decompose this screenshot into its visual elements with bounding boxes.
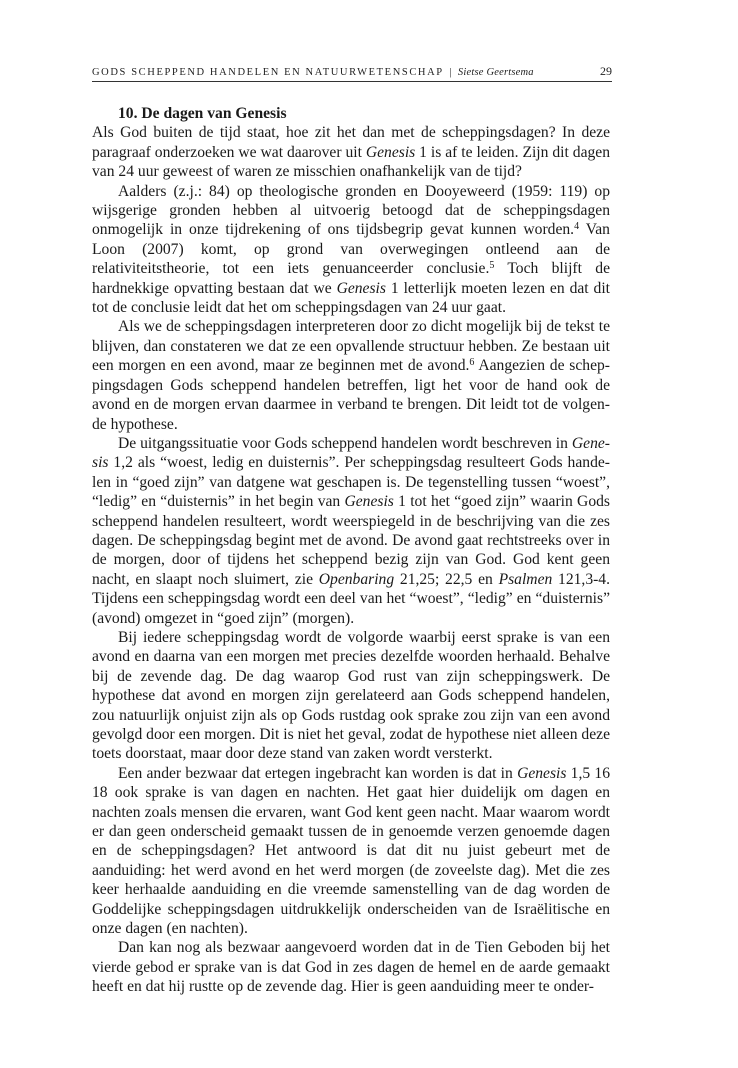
page-number: 29 <box>600 64 612 78</box>
italic-text: Genesis <box>336 279 386 297</box>
text-run: Van Loon (2007) komt, op grond van overwegingen ontleend aan de relativiteitstheorie, tot een iets genuanceerder conclusie. <box>92 221 610 278</box>
text-run: 1 tot het “goed zijn” waarin Gods scheppend handelen resulteert, wordt weerspiegeld in de beschrijving van die zes dagen. De scheppingsdag begint met de avond. De avond gaat rechtstreeks over in de morgen, door of tijdens het scheppend bezig zijn van God. God kent geen nacht, en slaapt noch sluimert, zie <box>92 493 610 588</box>
italic-text: Openbaring <box>318 570 395 588</box>
text-run: 1,2 als “woest, ledig en duisternis”. Per scheppingsdag resulteert Gods handelen in “goed zijn” van datgene wat geschapen is. De tegenstelling tussen “woest”, “ledig” en “duisternis” in het begin van <box>92 454 610 511</box>
paragraphs <box>92 123 610 996</box>
text-run: Bij iedere scheppingsdag wordt de volgorde waarbij eerst sprake is van een avond en daarna van een morgen met precies dezelfde woorden herhaald. Behalve bij de zevende dag. De dag waarop God rust van zijn scheppingswerk. De hypothese dat avond en morgen zijn gerelateerd aan Gods scheppend handelen, zou natuurlijk onjuist zijn als op Gods rustdag ook sprake zou zijn van een avond gevolgd door een morgen. Dit is niet het geval, zodat de hypothese niet alleen deze toets doorstaat, maar door deze stand van zaken wordt versterkt. <box>92 628 610 763</box>
italic-text: Genesis <box>344 493 394 511</box>
text-run: 21,25; 22,5 en <box>394 570 499 588</box>
text-run: Dan kan nog als bezwaar aangevoerd worden dat in de Tien Geboden bij het vierde gebod er sprake van is dat God in zes dagen de hemel en de aarde gemaakt heeft en dat hij rustte op de zevende dag. Hier is geen aanduiding meer te onder- <box>92 939 610 996</box>
header-rule <box>92 81 612 82</box>
running-head-author: Sietse Geertsema <box>457 67 534 78</box>
footnote-ref: 4 <box>574 221 580 233</box>
text-run: Toch blijft de hardnekkige opvatting bestaan dat we <box>92 260 610 297</box>
text-run: 1 is af te leiden. Zijn dit dagen van 24 uur geweest of waren ze misschien onafhankelijk van de tijd? <box>92 143 610 181</box>
paragraph <box>92 764 610 939</box>
section-heading: 10. De dagen van Genesis <box>118 105 287 122</box>
italic-text: Genesis <box>92 434 610 472</box>
body-text <box>92 104 610 997</box>
text-run: Aangezien de scheppingsdagen Gods scheppend handelen betreffen, ligt het voor de hand ook de avond en de morgen ervan daarmee in verband te brengen. Dit leidt tot de volgende hypothese. <box>92 357 610 433</box>
footnote-ref: 5 <box>489 260 495 272</box>
text-run: 1,5 16 18 ook sprake is van dagen en nachten. Het gaat hier duidelijk om dagen en nachten zoals mensen die ervaren, want God kent geen nacht. Maar waarom wordt er dan geen onderscheid gemaakt tussen de in genoemde verzen genoemde dagen en de scheppingsdagen? Het antwoord is dat dit nu juist gebeurt met de aanduiding: het werd avond en het werd morgen (de zoveelste dag). Met die zes keer herhaalde aanduiding en die vreemde samenstelling van de dag worden de Goddelijke scheppingsdagen uitdrukkelijk onderscheiden van de Israëlitische en onze dagen (en nachten). <box>92 764 611 938</box>
paragraph <box>92 434 610 628</box>
paragraph <box>92 182 610 318</box>
running-title: GODS SCHEPPEND HANDELEN EN NATUURWETENSCHAP <box>92 67 444 78</box>
text-run: 121,3-4. Tijdens een scheppingsdag wordt een deel van het “woest”, “ledig” en “duisternis” (avond) omgezet in “goed zijn” (morgen). <box>92 570 611 627</box>
paragraph <box>92 628 610 764</box>
text-run: Aalders (z.j.: 84) op theologische gronden en Dooyeweerd (1959: 119) op wijsgerige gronden hebben al uitvoerig betoogd dat de scheppingsdagen onmogelijk in onze tijdrekening of ons tijdsbegrip gevat kunnen worden. <box>92 182 610 239</box>
paragraph <box>92 317 610 433</box>
paragraph <box>92 938 610 996</box>
running-head <box>92 64 612 79</box>
text-run: Als God buiten de tijd staat, hoe zit het dan met de scheppingsdagen? In deze paragraaf onderzoeken we wat daarover uit <box>92 124 610 161</box>
text-run: De uitgangssituatie voor Gods scheppend handelen wordt beschreven in <box>118 434 572 452</box>
italic-text: Genesis <box>365 143 416 161</box>
paragraph <box>92 123 610 181</box>
italic-text: Genesis <box>517 764 567 782</box>
text-run: 1 letterlijk moeten lezen en dat dit tot de conclusie leidt dat het om scheppingsdagen van 24 uur gaat. <box>92 279 610 317</box>
running-head-left <box>92 67 534 78</box>
running-head-separator: | <box>449 67 452 78</box>
text-run: Een ander bezwaar dat ertegen ingebracht kan worden is dat in <box>118 764 518 782</box>
text-run: Als we de scheppingsdagen interpreteren door zo dicht mogelijk bij de tekst te blijven, dan constateren we dat ze een opvallende structuur hebben. Ze bestaan uit een morgen en een avond, maar ze beginnen met de avond. <box>92 318 610 375</box>
italic-text: Psalmen <box>498 570 553 588</box>
footnote-ref: 6 <box>469 357 475 369</box>
